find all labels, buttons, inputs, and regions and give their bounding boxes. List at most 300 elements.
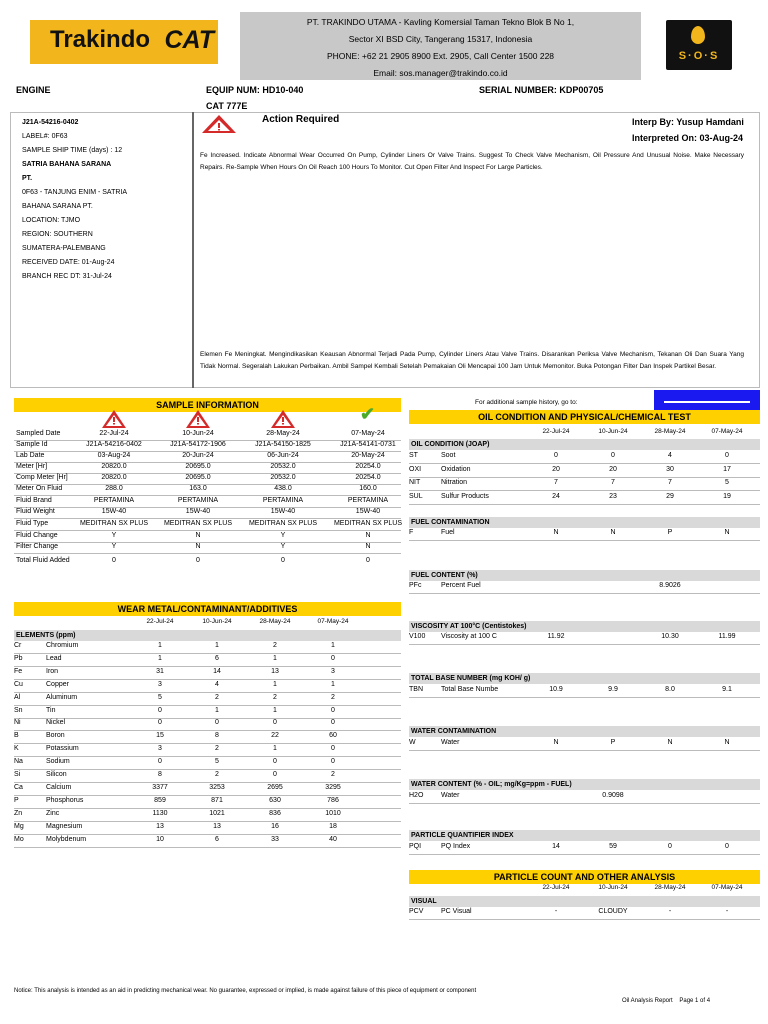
element-symbol: Al xyxy=(14,693,21,701)
test-name: Water xyxy=(441,792,460,799)
company-address-line2: Sector XI BSD City, Tangerang 15317, Indonesia xyxy=(348,34,533,44)
element-symbol: Zn xyxy=(14,809,23,817)
element-name: Chromium xyxy=(46,642,79,649)
element-value: 0 xyxy=(158,706,162,714)
element-symbol: Cr xyxy=(14,642,22,649)
element-row xyxy=(14,719,401,730)
element-symbol: Cu xyxy=(14,680,23,688)
footer-page: Oil Analysis Report Page 1 of 4 xyxy=(622,998,711,1004)
row-value: Y xyxy=(280,543,286,550)
company-header xyxy=(240,12,641,80)
element-symbol: K xyxy=(14,745,19,753)
element-symbol: Mo xyxy=(14,835,24,843)
test-symbol: PFc xyxy=(409,582,422,589)
element-name: Potassium xyxy=(46,745,79,753)
row-value: 20254.0 xyxy=(355,463,381,470)
test-name: Oxidation xyxy=(441,465,471,473)
test-value: CLOUDY xyxy=(598,908,628,915)
element-row xyxy=(14,810,401,821)
sos-logo xyxy=(666,20,732,70)
element-value: 1021 xyxy=(209,809,225,817)
row-label: Fluid Weight xyxy=(16,508,55,515)
element-value: 5 xyxy=(158,693,162,701)
test-value: 24 xyxy=(552,492,560,500)
row-value: J21A-54141-0731 xyxy=(340,441,396,448)
test-value: 10.9 xyxy=(549,686,563,693)
element-symbol: Ca xyxy=(14,783,23,791)
row-value: PERTAMINA xyxy=(347,497,389,504)
element-row xyxy=(14,745,401,756)
test-value: N xyxy=(724,529,730,536)
element-value: 2 xyxy=(331,771,335,778)
test-value: 0 xyxy=(611,452,615,459)
row-value: Y xyxy=(111,543,117,550)
element-name: Zinc xyxy=(46,809,60,817)
test-value: 7 xyxy=(554,479,558,486)
date-column-header: 07-May-24 xyxy=(711,428,743,435)
joap-subheader: OIL CONDITION (JOAP) xyxy=(409,439,760,450)
element-name: Tin xyxy=(46,706,56,714)
date-column-header: 22-Jul-24 xyxy=(542,428,570,435)
history-link-text: For additional sample history, go to: xyxy=(475,399,578,406)
row-value: 288.0 xyxy=(105,485,123,492)
fuel-content-subheader: FUEL CONTENT (%) xyxy=(409,570,760,581)
element-value: 33 xyxy=(271,835,279,843)
test-value: 17 xyxy=(723,465,731,473)
element-value: 3 xyxy=(158,680,162,688)
element-value: 1 xyxy=(273,680,277,688)
row-value: 20532.0 xyxy=(270,463,296,470)
row-separator xyxy=(14,518,401,519)
element-name: Magnesium xyxy=(46,822,83,830)
test-value: 29 xyxy=(666,492,674,500)
element-value: 0 xyxy=(331,706,335,714)
row-separator xyxy=(409,750,760,751)
row-value: J21A-54172-1906 xyxy=(170,441,226,448)
test-name: PQ Index xyxy=(441,843,471,850)
oil-condition-header: OIL CONDITION AND PHYSICAL/CHEMICAL TEST xyxy=(409,410,760,424)
test-value: N xyxy=(724,739,730,746)
row-separator xyxy=(14,834,401,835)
row-value: 20532.0 xyxy=(270,474,296,481)
sample-id: J21A-54216-0402 xyxy=(22,119,79,126)
element-row xyxy=(14,836,401,847)
element-value: 0 xyxy=(331,719,335,727)
row-value: 15W-40 xyxy=(101,508,127,515)
row-value: N xyxy=(195,543,201,550)
element-value: 2 xyxy=(273,642,277,649)
wear-metal-header: WEAR METAL/CONTAMINANT/ADDITIVES xyxy=(14,602,401,616)
row-separator xyxy=(14,769,401,770)
pc-visual-row xyxy=(409,908,760,919)
test-value: 5 xyxy=(725,479,729,486)
joap-row xyxy=(409,479,760,490)
row-separator xyxy=(14,821,401,822)
element-value: 3 xyxy=(158,745,162,753)
test-symbol: W xyxy=(409,739,416,746)
test-value: 9.1 xyxy=(722,686,732,693)
joap-row xyxy=(409,452,760,463)
element-name: Calcium xyxy=(46,783,72,791)
element-value: 1 xyxy=(331,680,335,688)
particle-count-header: PARTICLE COUNT AND OTHER ANALYSIS xyxy=(409,870,760,884)
date-column-header: 07-May-24 xyxy=(711,884,743,891)
element-value: 1130 xyxy=(152,809,168,817)
date-column-header: 22-Jul-24 xyxy=(146,618,174,625)
row-label: Lab Date xyxy=(16,452,45,459)
test-symbol: NIT xyxy=(409,479,421,486)
test-value: 0 xyxy=(725,843,729,850)
row-separator xyxy=(409,540,760,541)
logo-text: Trakindo xyxy=(50,26,151,53)
row-value: 15W-40 xyxy=(270,508,296,515)
test-value: 11.92 xyxy=(547,633,565,640)
element-value: 6 xyxy=(215,835,219,843)
sample-warning-icon xyxy=(102,410,126,428)
test-value: 7 xyxy=(611,479,615,486)
element-value: 1 xyxy=(158,654,162,662)
status-action-required: Action Required xyxy=(262,114,340,125)
element-value: 31 xyxy=(156,667,164,675)
test-value: 7 xyxy=(668,479,672,486)
test-symbol: TBN xyxy=(409,686,423,693)
water-content-row xyxy=(409,792,760,803)
element-value: 859 xyxy=(154,796,166,804)
element-value: 3377 xyxy=(152,783,168,791)
element-value: 40 xyxy=(329,835,337,843)
row-separator xyxy=(14,679,401,680)
element-name: Molybdenum xyxy=(46,835,87,843)
test-value: 4 xyxy=(668,452,672,459)
row-value: Y xyxy=(111,532,117,539)
engine-label: ENGINE xyxy=(16,85,51,95)
location: LOCATION: TJMO xyxy=(22,217,81,224)
row-separator xyxy=(14,795,401,796)
interp-by: Interp By: Yusup Hamdani xyxy=(632,117,744,127)
test-value: N xyxy=(553,739,559,746)
test-value: 30 xyxy=(666,465,674,473)
date-column-header: 22-Jul-24 xyxy=(542,884,570,891)
element-value: 1 xyxy=(158,642,162,649)
element-row xyxy=(14,797,401,808)
test-value: - xyxy=(725,908,729,915)
footer-notice: Notice: This analysis is intended as an aid in predicting mechanical wear. No guarantee, expressed or implied, is made against failure of this piece of equipment or component xyxy=(14,988,477,994)
test-value: 8.9026 xyxy=(659,582,681,589)
row-value: N xyxy=(365,543,371,550)
sample-warning-icon xyxy=(186,410,210,428)
row-label: Fluid Change xyxy=(16,532,58,539)
test-value: N xyxy=(610,529,616,536)
element-row xyxy=(14,784,401,795)
row-value: 20-May-24 xyxy=(351,452,385,459)
serial-number: SERIAL NUMBER: KDP00705 xyxy=(479,85,604,95)
element-value: 0 xyxy=(331,758,335,766)
row-value: J21A-54216-0402 xyxy=(86,441,142,448)
water-content-subheader: WATER CONTENT (% - OIL; mg/Kg=ppm - FUEL) xyxy=(409,779,760,790)
row-separator xyxy=(14,782,401,783)
test-value: P xyxy=(610,739,616,746)
element-value: 3253 xyxy=(209,783,225,791)
element-value: 1 xyxy=(273,654,277,662)
element-row xyxy=(14,681,401,692)
test-value: P xyxy=(667,529,673,536)
test-name: Water xyxy=(441,739,460,746)
element-row xyxy=(14,771,401,782)
test-symbol: H2O xyxy=(409,792,424,799)
test-value: - xyxy=(554,908,558,915)
test-symbol: PCV xyxy=(409,908,424,915)
test-name: Soot xyxy=(441,452,456,459)
row-value: MEDITRAN SX PLUS xyxy=(333,520,403,527)
row-value: J21A-54150-1825 xyxy=(255,441,311,448)
oil-drop-icon xyxy=(691,26,705,44)
joap-row xyxy=(409,493,760,504)
element-value: 6 xyxy=(215,654,219,662)
row-separator xyxy=(409,463,760,464)
test-name: Viscosity at 100 C xyxy=(441,633,497,640)
element-name: Phosphorus xyxy=(46,796,84,804)
element-symbol: Si xyxy=(14,771,21,778)
element-symbol: Pb xyxy=(14,654,23,662)
row-value: Y xyxy=(280,532,286,539)
row-separator xyxy=(409,854,760,855)
test-name: Percent Fuel xyxy=(441,582,481,589)
element-value: 630 xyxy=(269,796,281,804)
site-name: 0F63 - TANJUNG ENIM - SATRIA xyxy=(22,189,128,196)
row-value: PERTAMINA xyxy=(93,497,135,504)
row-separator xyxy=(14,692,401,693)
element-value: 1 xyxy=(273,745,277,753)
company-email: Email: sos.manager@trakindo.co.id xyxy=(373,68,508,78)
row-value: N xyxy=(365,532,371,539)
row-value: 07-May-24 xyxy=(351,430,385,437)
element-value: 60 xyxy=(329,732,337,740)
date-column-header: 28-May-24 xyxy=(654,428,686,435)
test-value: - xyxy=(668,908,672,915)
element-value: 4 xyxy=(215,680,219,688)
element-value: 14 xyxy=(213,667,221,675)
row-value: 0 xyxy=(112,557,116,564)
row-separator xyxy=(409,919,760,920)
element-value: 1010 xyxy=(325,809,341,817)
row-value: MEDITRAN SX PLUS xyxy=(79,520,149,527)
element-value: 0 xyxy=(273,771,277,778)
action-warning-icon xyxy=(201,114,237,134)
row-separator xyxy=(14,530,401,531)
element-value: 13 xyxy=(156,822,164,830)
element-symbol: Sn xyxy=(14,706,23,714)
test-symbol: V100 xyxy=(409,633,426,640)
row-separator xyxy=(14,847,401,848)
element-row xyxy=(14,642,401,653)
element-value: 1 xyxy=(215,706,219,714)
row-separator xyxy=(14,495,401,496)
row-label: Meter [Hr] xyxy=(16,463,48,470)
row-value: 20695.0 xyxy=(185,463,211,470)
elements-subheader: ELEMENTS (ppm) xyxy=(14,630,401,641)
test-value: 0 xyxy=(725,452,729,459)
row-value: PERTAMINA xyxy=(262,497,304,504)
element-value: 2695 xyxy=(267,783,283,791)
row-value: 15W-40 xyxy=(185,508,211,515)
viscosity-subheader: VISCOSITY AT 100°C (Centistokes) xyxy=(409,621,760,632)
row-value: 20-Jun-24 xyxy=(182,452,214,459)
row-value: 06-Jun-24 xyxy=(267,452,299,459)
test-name: Total Base Numbe xyxy=(441,686,499,693)
element-row xyxy=(14,668,401,679)
frame-divider xyxy=(192,112,194,388)
row-value: 28-May-24 xyxy=(266,430,300,437)
element-value: 8 xyxy=(215,732,219,740)
test-name: Nitration xyxy=(441,479,468,486)
pq-row xyxy=(409,843,760,854)
row-value: MEDITRAN SX PLUS xyxy=(163,520,233,527)
row-separator xyxy=(14,808,401,809)
element-symbol: Mg xyxy=(14,822,24,830)
row-value: 20695.0 xyxy=(185,474,211,481)
row-value: MEDITRAN SX PLUS xyxy=(248,520,318,527)
row-separator xyxy=(14,718,401,719)
fuel-contamination-subheader: FUEL CONTAMINATION xyxy=(409,517,760,528)
link-underline xyxy=(664,401,750,403)
element-name: Silicon xyxy=(46,771,67,778)
interpretation-english: Fe Increased. Indicate Abnormal Wear Occurred On Pump, Cylinder Liners Or Valve Trains. Suggest To Check Valve Mechanism, Oil Pressure And Unusual Noise. Make Necessary Repairs. Re-Sample When Hours On Oil Reach 100 Hours To Monitor. Cut Open Filter And Inspect For Large Particles. xyxy=(200,152,744,171)
pq-subheader: PARTICLE QUANTIFIER INDEX xyxy=(409,830,760,841)
element-value: 13 xyxy=(213,822,221,830)
test-symbol: F xyxy=(409,529,414,536)
element-value: 871 xyxy=(211,796,223,804)
element-value: 2 xyxy=(215,745,219,753)
row-separator xyxy=(409,504,760,505)
customer-name-2: PT. xyxy=(22,175,33,182)
test-value: 10.30 xyxy=(661,633,679,640)
element-value: 0 xyxy=(158,758,162,766)
element-symbol: Ni xyxy=(14,719,21,727)
element-value: 1 xyxy=(215,642,219,649)
row-separator xyxy=(14,730,401,731)
element-value: 10 xyxy=(156,835,164,843)
fuel-content-row xyxy=(409,582,760,593)
row-value: 20254.0 xyxy=(355,474,381,481)
company-phone: PHONE: +62 21 2905 8900 Ext. 2905, Call Center 1500 228 xyxy=(326,51,555,61)
test-name: PC Visual xyxy=(441,908,472,915)
test-value: 9.9 xyxy=(608,686,618,693)
company-address-line1: PT. TRAKINDO UTAMA - Kavling Komersial Taman Tekno Blok B No 1, xyxy=(306,17,575,27)
element-row xyxy=(14,694,401,705)
equip-model: CAT 777E xyxy=(206,101,248,111)
ship-time: SAMPLE SHIP TIME (days) : 12 xyxy=(22,147,123,154)
test-value: 8.0 xyxy=(665,686,675,693)
label-number: LABEL#: 0F63 xyxy=(22,133,68,140)
element-value: 3 xyxy=(331,667,335,675)
test-name: Fuel xyxy=(441,529,455,536)
element-value: 15 xyxy=(156,732,164,740)
row-separator xyxy=(409,593,760,594)
interp-on: Interpreted On: 03-Aug-24 xyxy=(632,133,744,143)
element-name: Aluminum xyxy=(46,693,78,701)
element-value: 786 xyxy=(327,796,339,804)
element-value: 0 xyxy=(273,719,277,727)
element-symbol: Na xyxy=(14,758,23,766)
row-value: 438.0 xyxy=(274,485,292,492)
element-value: 2 xyxy=(273,693,277,701)
site-name-2: BAHANA SARANA PT. xyxy=(22,203,93,210)
test-value: 20 xyxy=(609,465,617,473)
received-date: RECEIVED DATE: 01-Aug-24 xyxy=(22,259,115,266)
row-separator xyxy=(14,653,401,654)
row-value: 0 xyxy=(281,557,285,564)
interpretation-indonesian: Elemen Fe Meningkat. Mengindikasikan Keausan Abnormal Terjadi Pada Pump, Cylinder Liners Atau Valve Trains. Disarankan Periksa Valve Mechanism, Tekanan Oli Dan Suara Yang Tidak Normal. Segeralah Lakukan Perbaikan. Ambil Sampel Kembali Setelah Pemakaian Oli Mencapai 100 Jam Untuk Memonitor. Buka Potongan Filter Dan Inspek Partikel Besar. xyxy=(200,351,744,370)
row-separator xyxy=(14,743,401,744)
element-symbol: B xyxy=(14,732,19,740)
test-value: N xyxy=(667,739,673,746)
element-symbol: Fe xyxy=(14,667,23,675)
row-separator xyxy=(409,644,760,645)
element-value: 16 xyxy=(271,822,279,830)
element-value: 0 xyxy=(158,719,162,727)
row-label: Meter On Fluid xyxy=(16,485,63,492)
date-column-header: 28-May-24 xyxy=(654,884,686,891)
element-value: 1 xyxy=(273,706,277,714)
row-separator xyxy=(14,705,401,706)
test-value: 11.99 xyxy=(718,633,736,640)
element-value: 1 xyxy=(331,642,335,649)
test-value: 0 xyxy=(668,843,672,850)
row-value: 0 xyxy=(196,557,200,564)
element-name: Sodium xyxy=(46,758,70,766)
element-value: 3295 xyxy=(325,783,341,791)
row-value: 0 xyxy=(366,557,370,564)
test-symbol: SUL xyxy=(409,492,423,500)
visual-subheader: VISUAL xyxy=(409,896,760,907)
date-column-header: 10-Jun-24 xyxy=(598,884,628,891)
element-name: Nickel xyxy=(46,719,66,727)
row-separator xyxy=(409,477,760,478)
row-label: Filter Change xyxy=(16,543,59,550)
test-value: N xyxy=(553,529,559,536)
test-value: 0 xyxy=(554,452,558,459)
row-value: 163.0 xyxy=(189,485,207,492)
viscosity-row xyxy=(409,633,760,644)
test-name: Sulfur Products xyxy=(441,492,489,500)
sample-details xyxy=(22,116,190,284)
row-value: N xyxy=(195,532,201,539)
element-name: Iron xyxy=(46,667,59,675)
element-value: 836 xyxy=(269,809,281,817)
sample-info-row xyxy=(14,557,401,568)
element-row xyxy=(14,655,401,666)
test-symbol: OXI xyxy=(409,465,422,473)
date-column-header: 28-May-24 xyxy=(259,618,291,625)
element-name: Boron xyxy=(46,732,65,740)
date-column-header: 10-Jun-24 xyxy=(598,428,628,435)
element-value: 2 xyxy=(215,771,219,778)
row-value: 22-Jul-24 xyxy=(99,430,129,437)
equip-num: EQUIP NUM: HD10-040 xyxy=(206,85,304,95)
test-value: 0.9098 xyxy=(602,792,624,799)
customer-name: SATRIA BAHANA SARANA xyxy=(22,161,112,168)
row-separator xyxy=(409,697,760,698)
row-separator xyxy=(409,490,760,491)
row-label: Total Fluid Added xyxy=(16,557,70,564)
tbn-row xyxy=(409,686,760,697)
row-separator xyxy=(14,756,401,757)
sample-ok-check-icon: ✔ xyxy=(360,404,376,424)
row-value: 10-Jun-24 xyxy=(182,430,214,437)
row-value: 03-Aug-24 xyxy=(97,452,131,459)
row-value: 160.0 xyxy=(359,485,377,492)
element-symbol: P xyxy=(14,796,19,804)
